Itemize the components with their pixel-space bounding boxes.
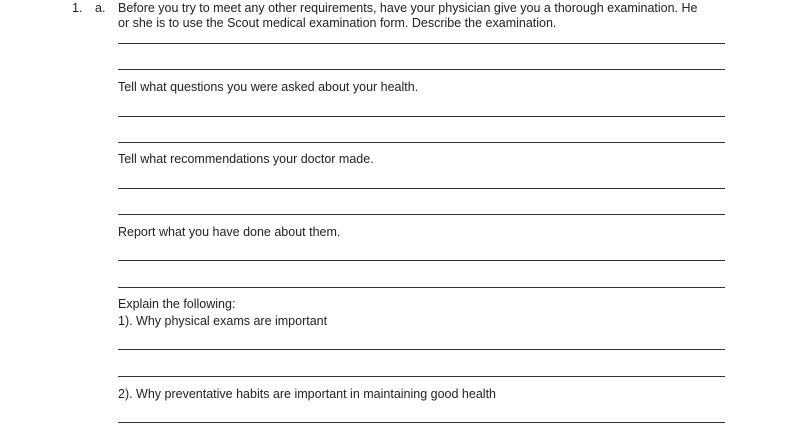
- answer-line[interactable]: [118, 43, 725, 44]
- intro-line-2: or she is to use the Scout medical examination form. Describe the examination.: [118, 16, 557, 30]
- answer-line[interactable]: [118, 188, 725, 189]
- answer-line[interactable]: [118, 142, 725, 143]
- item-letter: a.: [95, 1, 106, 15]
- question-report: Report what you have done about them.: [118, 225, 341, 239]
- answer-line[interactable]: [118, 69, 725, 70]
- answer-line[interactable]: [118, 260, 725, 261]
- question-health: Tell what questions you were asked about your health.: [118, 80, 419, 94]
- answer-line[interactable]: [118, 349, 725, 350]
- answer-line[interactable]: [118, 116, 725, 117]
- answer-line[interactable]: [118, 422, 725, 423]
- question-recommendations: Tell what recommendations your doctor made.: [118, 152, 374, 166]
- explain-item-1: 1). Why physical exams are important: [118, 314, 328, 328]
- explain-heading: Explain the following:: [118, 297, 236, 311]
- explain-item-2: 2). Why preventative habits are important in maintaining good health: [118, 387, 496, 401]
- answer-line[interactable]: [118, 214, 725, 215]
- item-number: 1.: [72, 1, 83, 15]
- intro-line-1: Before you try to meet any other requirements, have your physician give you a thorough examination. He: [118, 1, 698, 15]
- answer-line[interactable]: [118, 376, 725, 377]
- answer-line[interactable]: [118, 287, 725, 288]
